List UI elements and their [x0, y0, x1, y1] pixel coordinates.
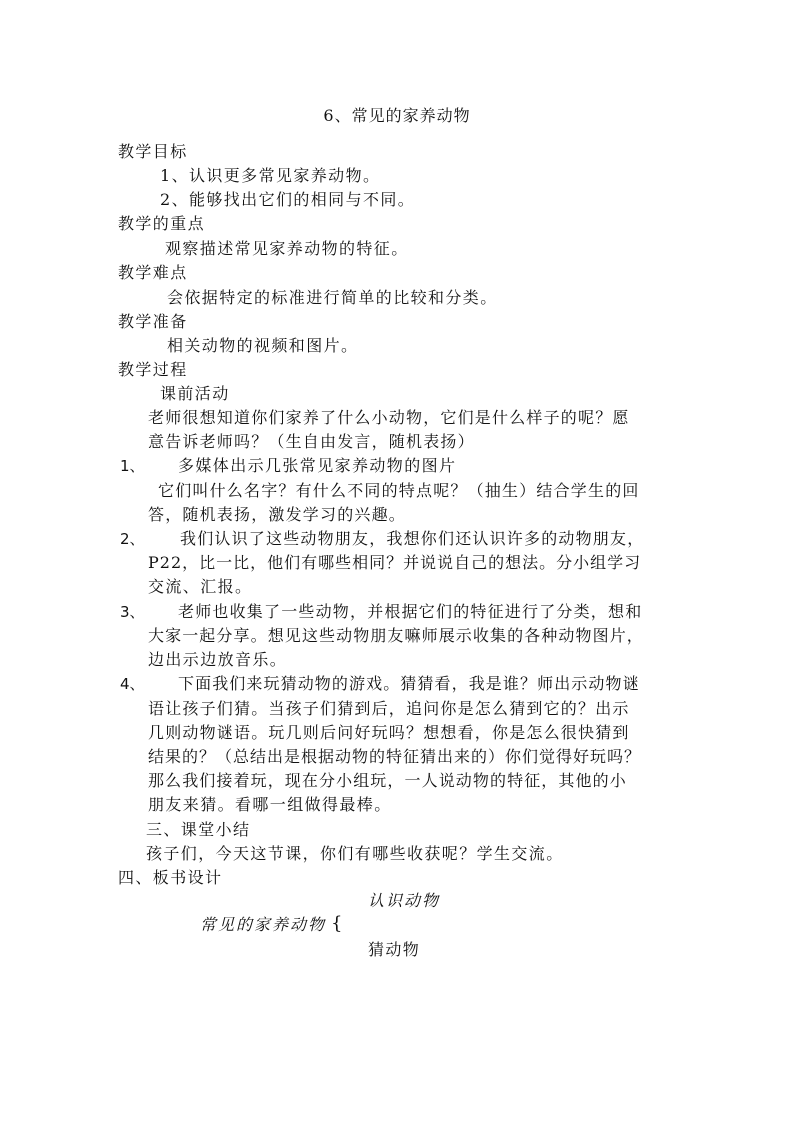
step-line: 答，随机表扬，激发学习的兴趣。 [148, 505, 407, 524]
step-line: 下面我们来玩猜动物的游戏。猜猜看，我是谁？师出示动物谜 [178, 674, 640, 693]
step-line: 结果的？（总结出是根据动物的特征猜出来的）你们觉得好玩吗？ [148, 747, 642, 766]
summary-heading: 三、课堂小结 [146, 820, 251, 839]
step-number: 3、 [120, 603, 145, 621]
step-line: 交流、汇报。 [148, 577, 253, 596]
summary-text: 孩子们，今天这节课，你们有哪些收获呢？学生交流。 [146, 844, 564, 863]
pre-activity-title: 课前活动 [160, 384, 230, 403]
goals-heading: 教学目标 [118, 142, 188, 161]
board-heading: 四、板书设计 [118, 868, 223, 887]
preparation-heading: 教学准备 [118, 312, 188, 331]
goal-item: 2、能够找出它们的相同与不同。 [160, 190, 416, 209]
difficulties-heading: 教学难点 [118, 263, 188, 282]
step-number: 2、 [120, 530, 145, 548]
step-line: 它们叫什么名字？有什么不同的特点呢？（抽生）结合学生的回 [158, 481, 640, 500]
step-line: 大家一起分享。想见这些动物朋友嘛师展示收集的各种动物图片， [148, 626, 644, 645]
step-line: 边出示边放音乐。 [148, 650, 288, 669]
page-title: 6、常见的家养动物 [323, 106, 471, 125]
key-points-text: 观察描述常见家养动物的特征。 [165, 239, 409, 258]
step-line: 语让孩子们猜。当孩子们猜到后，追问你是怎么猜到它的？出示 [148, 699, 630, 718]
board-left: 常见的家养动物 [200, 915, 327, 934]
pre-activity-line: 意告诉老师吗？（生自由发言，随机表扬） [148, 432, 475, 451]
process-heading: 教学过程 [118, 360, 188, 379]
board-bottom: 猜动物 [368, 940, 421, 959]
step-line: 朋友来猜。看哪一组做得最棒。 [148, 795, 392, 814]
goal-item: 1、认识更多常见家养动物。 [160, 166, 381, 185]
step-line: 多媒体出示几张常见家养动物的图片 [178, 456, 457, 475]
difficulties-text: 会依据特定的标准进行简单的比较和分类。 [167, 288, 498, 307]
step-number: 4、 [120, 675, 145, 693]
step-line: 那么我们接着玩，现在分小组玩，一人说动物的特征，其他的小 [148, 771, 627, 790]
step-line: 我们认识了这些动物朋友，我想你们还认识许多的动物朋友， [180, 529, 645, 548]
step-line: 几则动物谜语。玩几则后问好玩吗？想想看，你是怎么很快猜到 [148, 723, 630, 742]
board-brace: { [331, 913, 343, 934]
key-points-heading: 教学的重点 [118, 214, 206, 233]
pre-activity-line: 老师很想知道你们家养了什么小动物，它们是什么样子的呢？愿 [148, 408, 630, 427]
step-line: 老师也收集了一些动物，并根据它们的特征进行了分类，想和 [178, 602, 643, 621]
preparation-text: 相关动物的视频和图片。 [167, 336, 359, 355]
step-number: 1、 [120, 457, 145, 475]
board-top: 认识动物 [368, 891, 441, 910]
step-line: P22，比一比，他们有哪些相同？并说说自己的想法。分小组学习 [148, 553, 642, 572]
